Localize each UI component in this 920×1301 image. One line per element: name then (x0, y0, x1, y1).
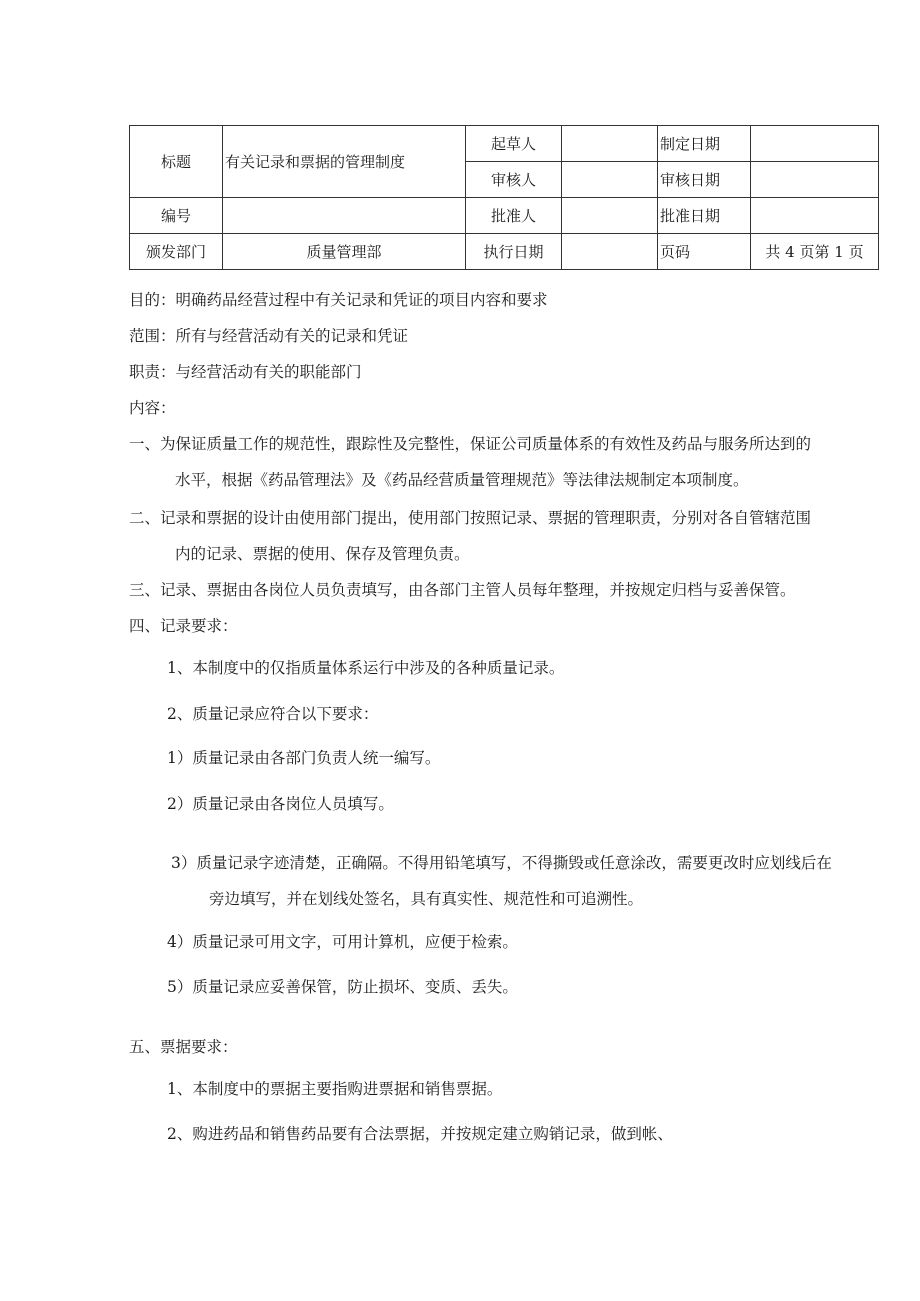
label-drafter: 起草人 (466, 126, 562, 162)
section-5-item-2: 2、购进药品和销售药品要有合法票据，并按规定建立购销记录，做到帐、 (167, 1125, 673, 1143)
section-3-line: 三、记录、票据由各岗位人员负责填写，由各部门主管人员每年整理，并按规定归档与妥善保管。 (129, 581, 796, 599)
reviewer-value (562, 162, 658, 198)
section-4-subitem-5: 5）质量记录应妥善保管，防止损坏、变质、丢失。 (167, 978, 518, 996)
draft-date-value (751, 126, 879, 162)
scope-line: 范围：所有与经营活动有关的记录和凭证 (129, 327, 409, 345)
exec-date-value (562, 234, 658, 270)
drafter-value (562, 126, 658, 162)
section-2-line-1: 二、记录和票据的设计由使用部门提出，使用部门按照记录、票据的管理职责，分别对各自管辖范围 (129, 509, 812, 527)
label-page: 页码 (658, 234, 751, 270)
section-5-item-1: 1、本制度中的票据主要指购进票据和销售票据。 (167, 1080, 503, 1098)
purpose-line: 目的：明确药品经营过程中有关记录和凭证的项目内容和要求 (129, 291, 548, 309)
dept-value: 质量管理部 (223, 234, 466, 270)
section-4-subitem-2: 2）质量记录由各岗位人员填写。 (167, 795, 394, 813)
approve-date-value (751, 198, 879, 234)
label-title: 标题 (130, 126, 223, 198)
duty-line: 职责：与经营活动有关的职能部门 (129, 363, 362, 381)
label-approve-date: 批准日期 (658, 198, 751, 234)
section-4-subitem-3-line-1: 3）质量记录字迹清楚，正确隔。不得用铅笔填写，不得撕毁或任意涂改，需要更改时应划线后在 (171, 854, 832, 872)
label-number: 编号 (130, 198, 223, 234)
label-draft-date: 制定日期 (658, 126, 751, 162)
section-2-line-2: 内的记录、票据的使用、保存及管理负责。 (175, 545, 470, 563)
section-4-subitem-4: 4）质量记录可用文字，可用计算机，应便于检索。 (167, 933, 518, 951)
section-4-item-1: 1、本制度中的仅指质量体系运行中涉及的各种质量记录。 (167, 659, 565, 677)
review-date-value (751, 162, 879, 198)
section-5-heading: 五、票据要求： (129, 1038, 238, 1056)
number-value (223, 198, 466, 234)
label-dept: 颁发部门 (130, 234, 223, 270)
page-value: 共 4 页第 1 页 (751, 234, 879, 270)
section-4-heading: 四、记录要求： (129, 617, 238, 635)
label-review-date: 审核日期 (658, 162, 751, 198)
doc-title: 有关记录和票据的管理制度 (223, 126, 466, 198)
approver-value (562, 198, 658, 234)
section-4-item-2: 2、质量记录应符合以下要求： (167, 705, 379, 723)
section-1-line-2: 水平，根据《药品管理法》及《药品经营质量管理规范》等法律法规制定本项制度。 (175, 471, 749, 489)
label-exec-date: 执行日期 (466, 234, 562, 270)
section-4-subitem-3-line-2: 旁边填写，并在划线处签名，具有真实性、规范性和可追溯性。 (209, 890, 644, 908)
content-label: 内容： (129, 399, 176, 417)
section-4-subitem-1: 1）质量记录由各部门负责人统一编写。 (167, 749, 441, 767)
section-1-line-1: 一、为保证质量工作的规范性，跟踪性及完整性，保证公司质量体系的有效性及药品与服务所达到的 (129, 435, 812, 453)
label-approver: 批准人 (466, 198, 562, 234)
document-header-table (129, 125, 879, 270)
label-reviewer: 审核人 (466, 162, 562, 198)
